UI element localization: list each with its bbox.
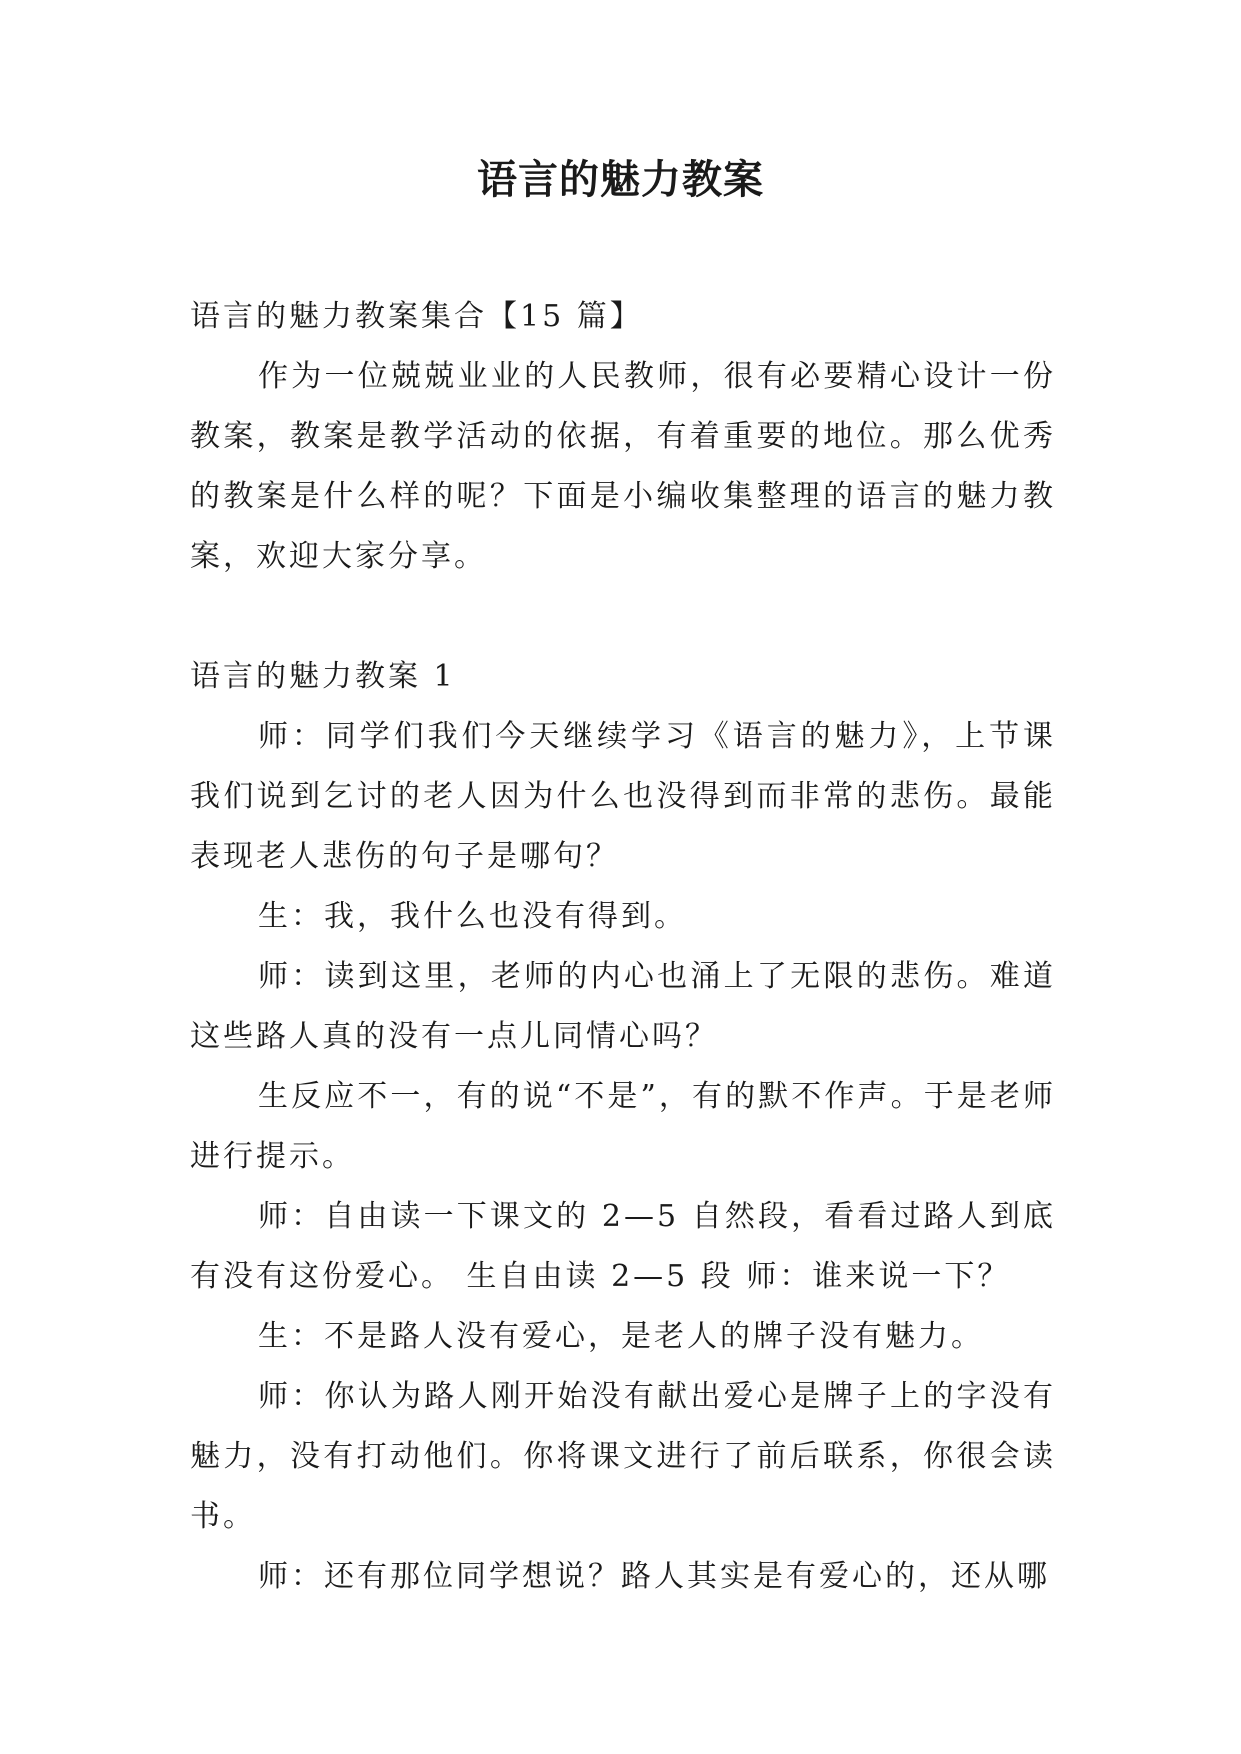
dialogue-paragraph: 师：同学们我们今天继续学习《语言的魅力》，上节课我们说到乞讨的老人因为什么也没得到而非常的悲伤。最能表现老人悲伤的句子是哪句？: [190, 719, 1056, 874]
intro-paragraph: 作为一位兢兢业业的人民教师，很有必要精心设计一份教案，教案是教学活动的依据，有着重要的地位。那么优秀的教案是什么样的呢？下面是小编收集整理的语言的魅力教案，欢迎大家分享。: [190, 359, 1056, 574]
dialogue-paragraph: 师：自由读一下课文的 2—5 自然段，看看过路人到底有没有这份爱心。 生自由读 2—5 段 师：谁来说一下？: [190, 1199, 1056, 1294]
document-title: 语言的魅力教案: [477, 156, 764, 203]
collection-heading: 语言的魅力教案集合【15 篇】: [190, 299, 643, 334]
dialogue-paragraph: 生：我，我什么也没有得到。: [258, 899, 687, 934]
section-spacer: [190, 587, 1056, 647]
document-body: [190, 287, 1056, 1607]
dialogue-paragraph: 师：读到这里，老师的内心也涌上了无限的悲伤。难道这些路人真的没有一点儿同情心吗？: [190, 959, 1056, 1054]
dialogue-paragraph: 生：不是路人没有爱心，是老人的牌子没有魅力。: [258, 1319, 984, 1354]
dialogue-paragraph: 生反应不一，有的说“不是”，有的默不作声。于是老师进行提示。: [190, 1079, 1056, 1174]
dialogue-paragraph: 师：你认为路人刚开始没有献出爱心是牌子上的字没有魅力，没有打动他们。你将课文进行了前后联系，你很会读书。: [190, 1379, 1056, 1534]
dialogue-paragraph: 师：还有那位同学想说？路人其实是有爱心的，还从哪: [258, 1559, 1050, 1594]
section-heading: 语言的魅力教案 1: [190, 659, 456, 694]
